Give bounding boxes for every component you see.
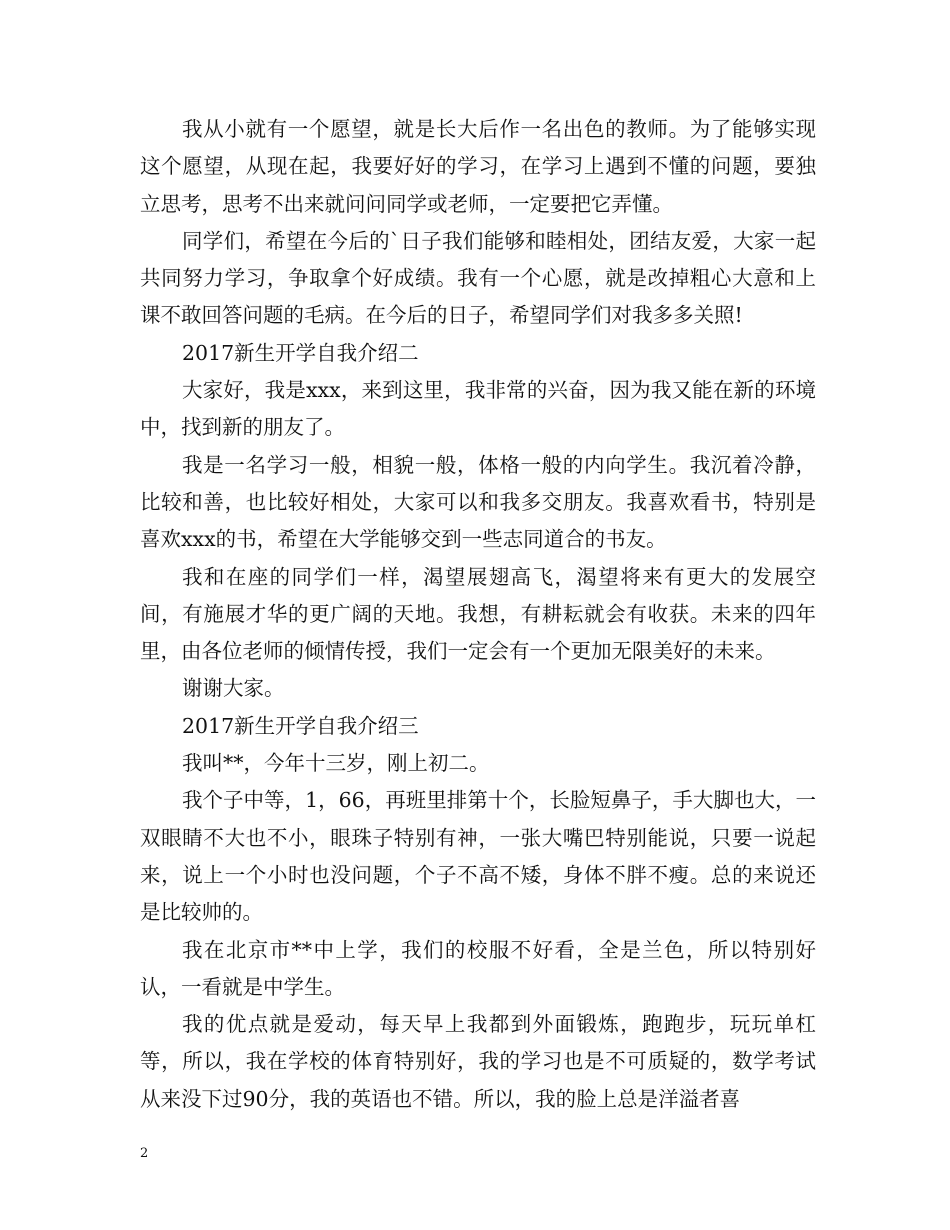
- paragraph: 我是一名学习一般，相貌一般，体格一般的内向学生。我沉着冷静，比较和善，也比较好相处，大家可以和我多交朋友。我喜欢看书，特别是喜欢xxx的书，希望在大学能够交到一些志同道合的书友。: [140, 452, 816, 552]
- paragraph: 大家好，我是xxx，来到这里，我非常的兴奋，因为我又能在新的环境中，找到新的朋友了。: [140, 378, 816, 440]
- paragraph: 我个子中等，1，66，再班里排第十个，长脸短鼻子，手大脚也大，一双眼睛不大也不小，眼珠子特别有神，一张大嘴巴特别能说，只要一说起来，说上一个小时也没问题，个子不高不矮，身体不胖不瘦。总的来说还是比较帅的。: [140, 788, 816, 925]
- paragraph: 我叫**，今年十三岁，刚上初二。: [182, 751, 490, 776]
- paragraph: 同学们，希望在今后的`日子我们能够和睦相处，团结友爱，大家一起共同努力学习，争取拿个好成绩。我有一个心愿，就是改掉粗心大意和上课不敢回答问题的毛病。在今后的日子，希望同学们对我多多关照!: [140, 228, 816, 328]
- document-body: [140, 111, 816, 1118]
- section-heading: 2017新生开学自我介绍二: [182, 340, 419, 365]
- paragraph: 谢谢大家。: [182, 676, 285, 701]
- paragraph: 我和在座的同学们一样，渴望展翅高飞，渴望将来有更大的发展空间，有施展才华的更广阔的天地。我想，有耕耘就会有收获。未来的四年里，由各位老师的倾情传授，我们一定会有一个更加无限美好的未来。: [140, 564, 816, 664]
- page-number: 2: [140, 1146, 149, 1161]
- section-heading: 2017新生开学自我介绍三: [182, 713, 419, 738]
- paragraph: 我的优点就是爱动，每天早上我都到外面锻炼，跑跑步，玩玩单杠等，所以，我在学校的体育特别好，我的学习也是不可质疑的，数学考试从来没下过90分，我的英语也不错。所以，我的脸上总是洋溢者喜: [140, 1012, 816, 1111]
- paragraph: 我在北京市**中上学，我们的校服不好看，全是兰色，所以特别好认，一看就是中学生。: [140, 937, 816, 999]
- paragraph: 我从小就有一个愿望，就是长大后作一名出色的教师。为了能够实现这个愿望，从现在起，我要好好的学习，在学习上遇到不懂的问题，要独立思考，思考不出来就问问同学或老师，一定要把它弄懂。: [140, 117, 816, 216]
